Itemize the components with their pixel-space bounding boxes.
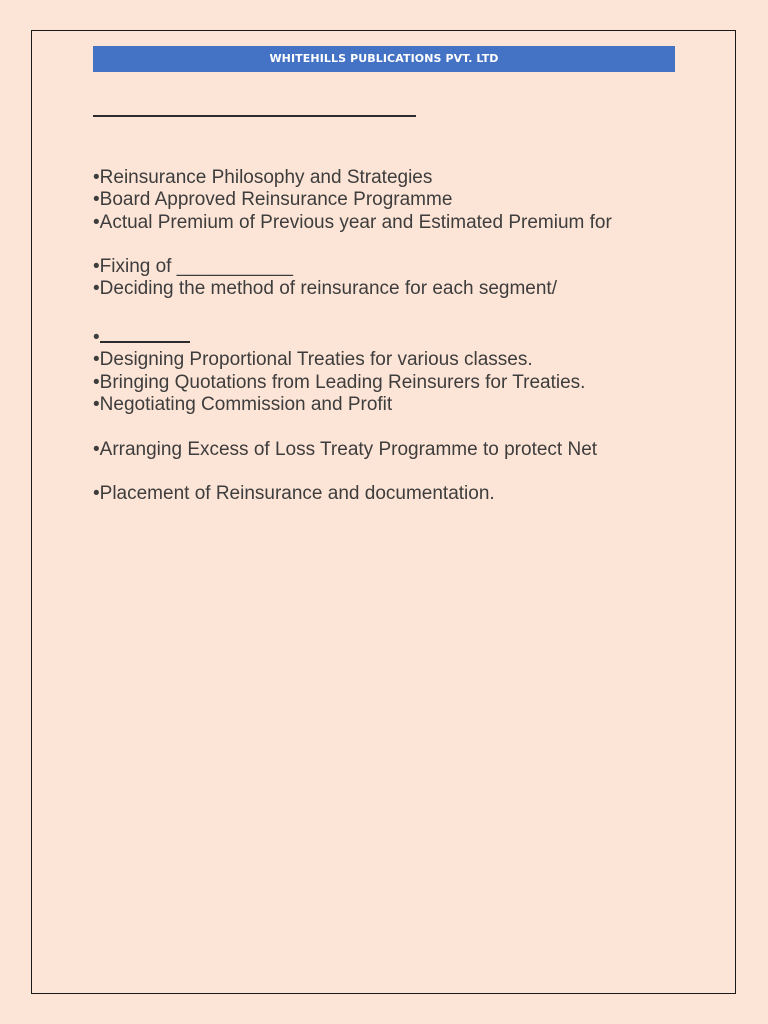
bullet: • <box>93 278 100 300</box>
list-item: •Arranging Excess of Loss Treaty Programme to protect Net <box>93 438 598 460</box>
bullet: • <box>93 211 100 233</box>
list-item <box>93 323 693 349</box>
list-item: •Bringing Quotations from Leading Reinsurers for Treaties. <box>93 371 586 393</box>
list-item: •Actual Premium of Previous year and Estimated Premium for <box>93 211 612 233</box>
bullet: • <box>93 189 100 211</box>
bullet: • <box>93 371 100 393</box>
bullet: • <box>93 256 100 278</box>
list-item: •Designing Proportional Treaties for various classes. <box>93 349 533 371</box>
list-item: •Fixing of ___________ <box>93 256 293 278</box>
list-item: •Board Approved Reinsurance Programme <box>93 189 453 211</box>
bullet: • <box>93 393 100 415</box>
bullet: • <box>93 327 100 349</box>
publisher-header: WHITEHILLS PUBLICATIONS PVT. LTD <box>93 46 675 72</box>
fill-in-blank <box>100 323 190 343</box>
bullet: • <box>93 167 100 188</box>
bullet: • <box>93 349 100 371</box>
list-item: •Negotiating Commission and Profit <box>93 393 393 415</box>
bullet: • <box>93 438 100 460</box>
title-blank-line <box>93 115 416 117</box>
list-item: •Placement of Reinsurance and documentation. <box>93 483 495 505</box>
bullet-list <box>93 167 693 505</box>
bullet: • <box>93 483 100 505</box>
list-item: •Deciding the method of reinsurance for each segment/ <box>93 278 557 300</box>
list-item: •Reinsurance Philosophy and Strategies <box>93 167 433 188</box>
